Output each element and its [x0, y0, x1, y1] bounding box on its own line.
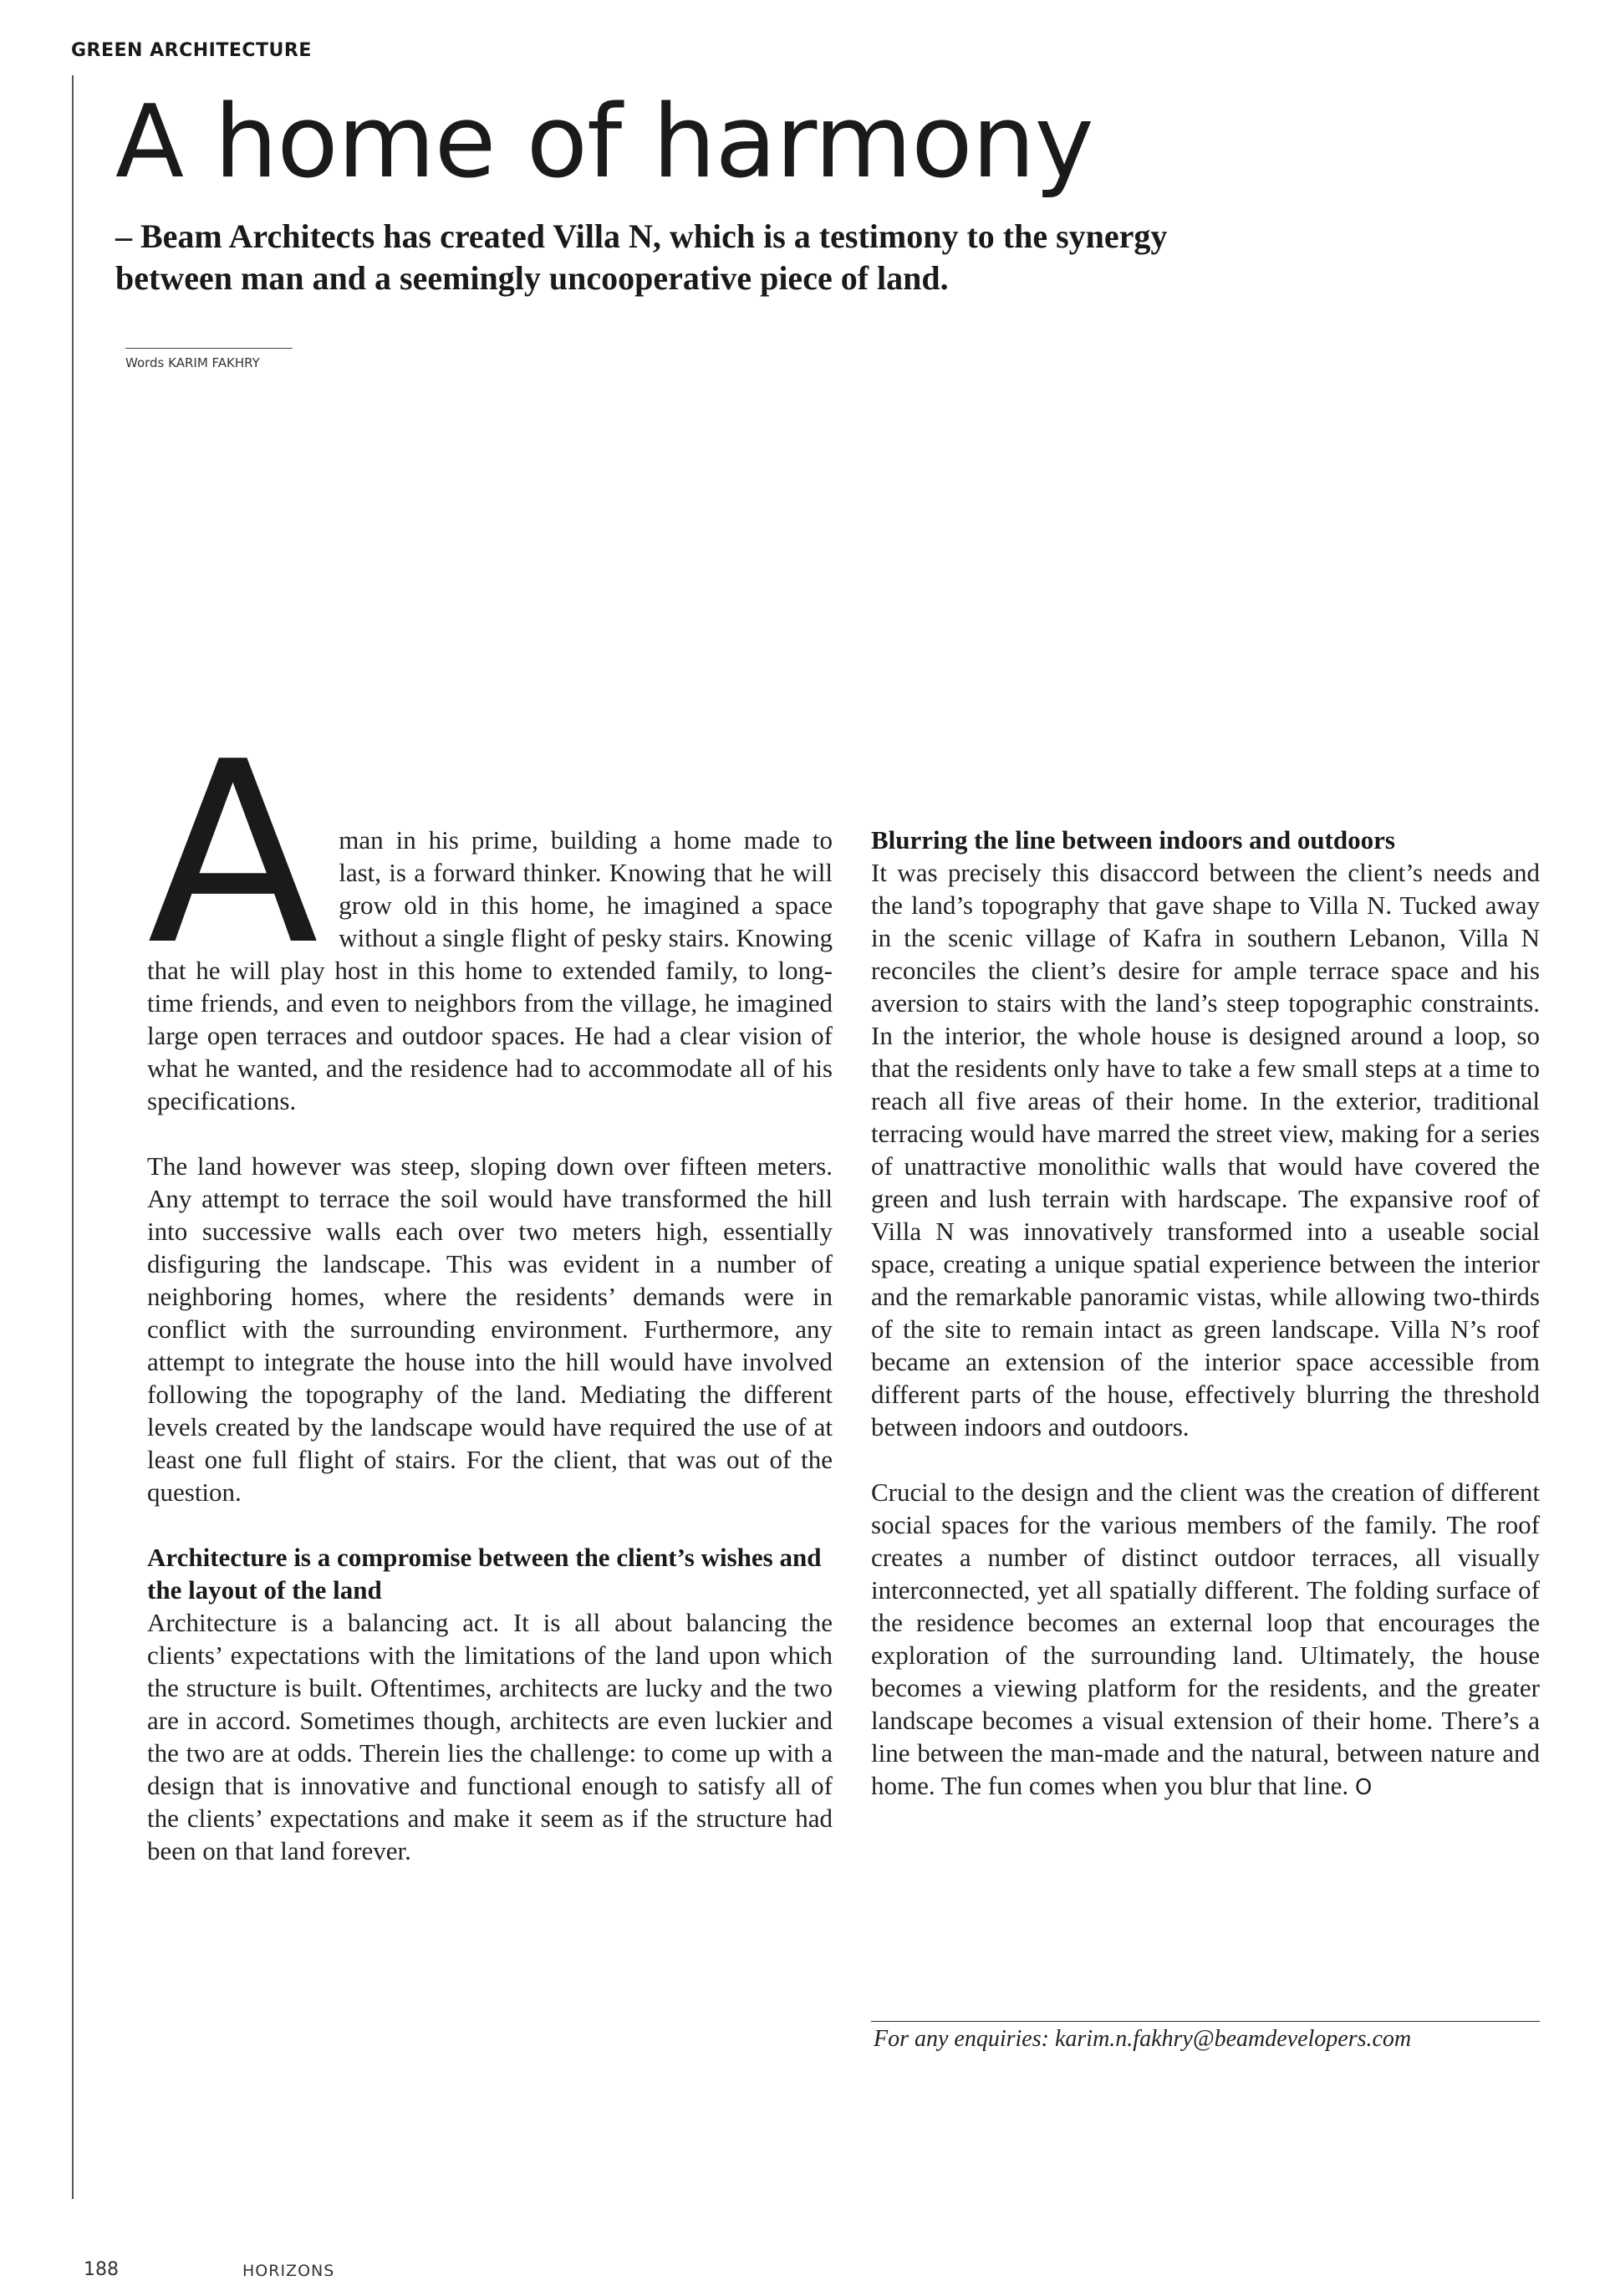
drop-cap: A: [147, 708, 319, 1000]
paragraph: [147, 708, 833, 1117]
page-number: 188: [84, 2259, 119, 2280]
paragraph-text: man in his prime, building a home made to last, is a forward thinker. Knowing that he will grow old in this home, he imagined a space without a single flight of pesky stairs. Knowing that he will play host in this home to extended family, to long-time friends, and even to neighbors from the village, he imagined large open terraces and outdoor spaces. He had a clear vision of what he wanted, and the residence had to accommodate all of his specifications.: [147, 825, 833, 1115]
byline-rule: [125, 348, 293, 349]
paragraph: It was precisely this disaccord between the client’s needs and the land’s topography that gave shape to Villa N. Tucked away in the scenic village of Kafra in southern Lebanon, Villa N reconciles the client’s desire for ample terrace space and his aversion to stairs with the land’s steep topographic constraints. In the interior, the whole house is designed around a loop, so that the residents only have to take a few small steps at a time to reach all five areas of their home. In the exterior, traditional terracing would have marred the street view, making for a series of unattractive monolithic walls that would have covered the green and lush terrain with hardscape. The expansive roof of Villa N was innovatively transformed into a useable social space, creating a unique spatial experience between the interior and the remarkable panoramic vistas, while allowing two-thirds of the site to remain intact as green landscape. Villa N’s roof became an extension of the interior space accessible from different parts of the house, effectively blurring the threshold between indoors and outdoors.: [871, 858, 1540, 1441]
byline: Words KARIM FAKHRY: [125, 355, 260, 370]
paragraph: Architecture is a balancing act. It is all about balancing the clients’ expectations with the limitations of the land upon which the structure is built. Oftentimes, architects are lucky and the two are in accord. Sometimes though, architects are even luckier and the two are at odds. Therein lies the challenge: to come up with a design that is innovative and functional enough to satisfy all of the clients’ expectations and make it seem as if the structure had been on that land forever.: [147, 1608, 833, 1865]
subheading: Blurring the line between indoors and outdoors: [871, 825, 1395, 855]
magazine-name: HORIZONS: [242, 2262, 335, 2280]
left-margin-rule: [72, 75, 74, 2199]
end-mark-icon: O: [1354, 1775, 1373, 1800]
paragraph: The land however was steep, sloping down over fifteen meters. Any attempt to terrace the soil would have transformed the hill into successive walls each over two meters high, essentially disfiguring the landscape. This was evident in a number of neighboring homes, where the residents’ demands were in conflict with the surrounding environment. Furthermore, any attempt to integrate the house into the hill would have involved following the topography of the land. Mediating the different levels created by the landscape would have required the use of at least one full flight of stairs. For the client, that was out of the question.: [147, 1151, 833, 1507]
article-title: A home of harmony: [115, 84, 1093, 201]
right-column: [871, 824, 1540, 1804]
left-column: [147, 708, 833, 1867]
enquiry-note: For any enquiries: karim.n.fakhry@beamdevelopers.com: [874, 2026, 1412, 2052]
article-subtitle: – Beam Architects has created Villa N, which is a testimony to the synergy between man and a seemingly uncooperative piece of land.: [115, 217, 1168, 297]
subheading: Architecture is a compromise between the client’s wishes and the layout of the land: [147, 1543, 822, 1605]
paragraph-text: Crucial to the design and the client was the creation of different social spaces for the various members of the family. The roof creates a number of distinct outdoor terraces, all visually interconnected, yet all spatially different. The folding surface of the residence becomes an external loop that encourages the exploration of the surrounding land. Ultimately, the house becomes a viewing platform for the residents, and the greater landscape becomes a visual extension of their home. There’s a line between the man-made and the natural, between nature and home. The fun comes when you blur that line.: [871, 1477, 1540, 1800]
paragraph: [871, 1476, 1540, 1804]
enquiry-rule: [871, 2021, 1540, 2022]
section-label: GREEN ARCHITECTURE: [71, 40, 312, 61]
